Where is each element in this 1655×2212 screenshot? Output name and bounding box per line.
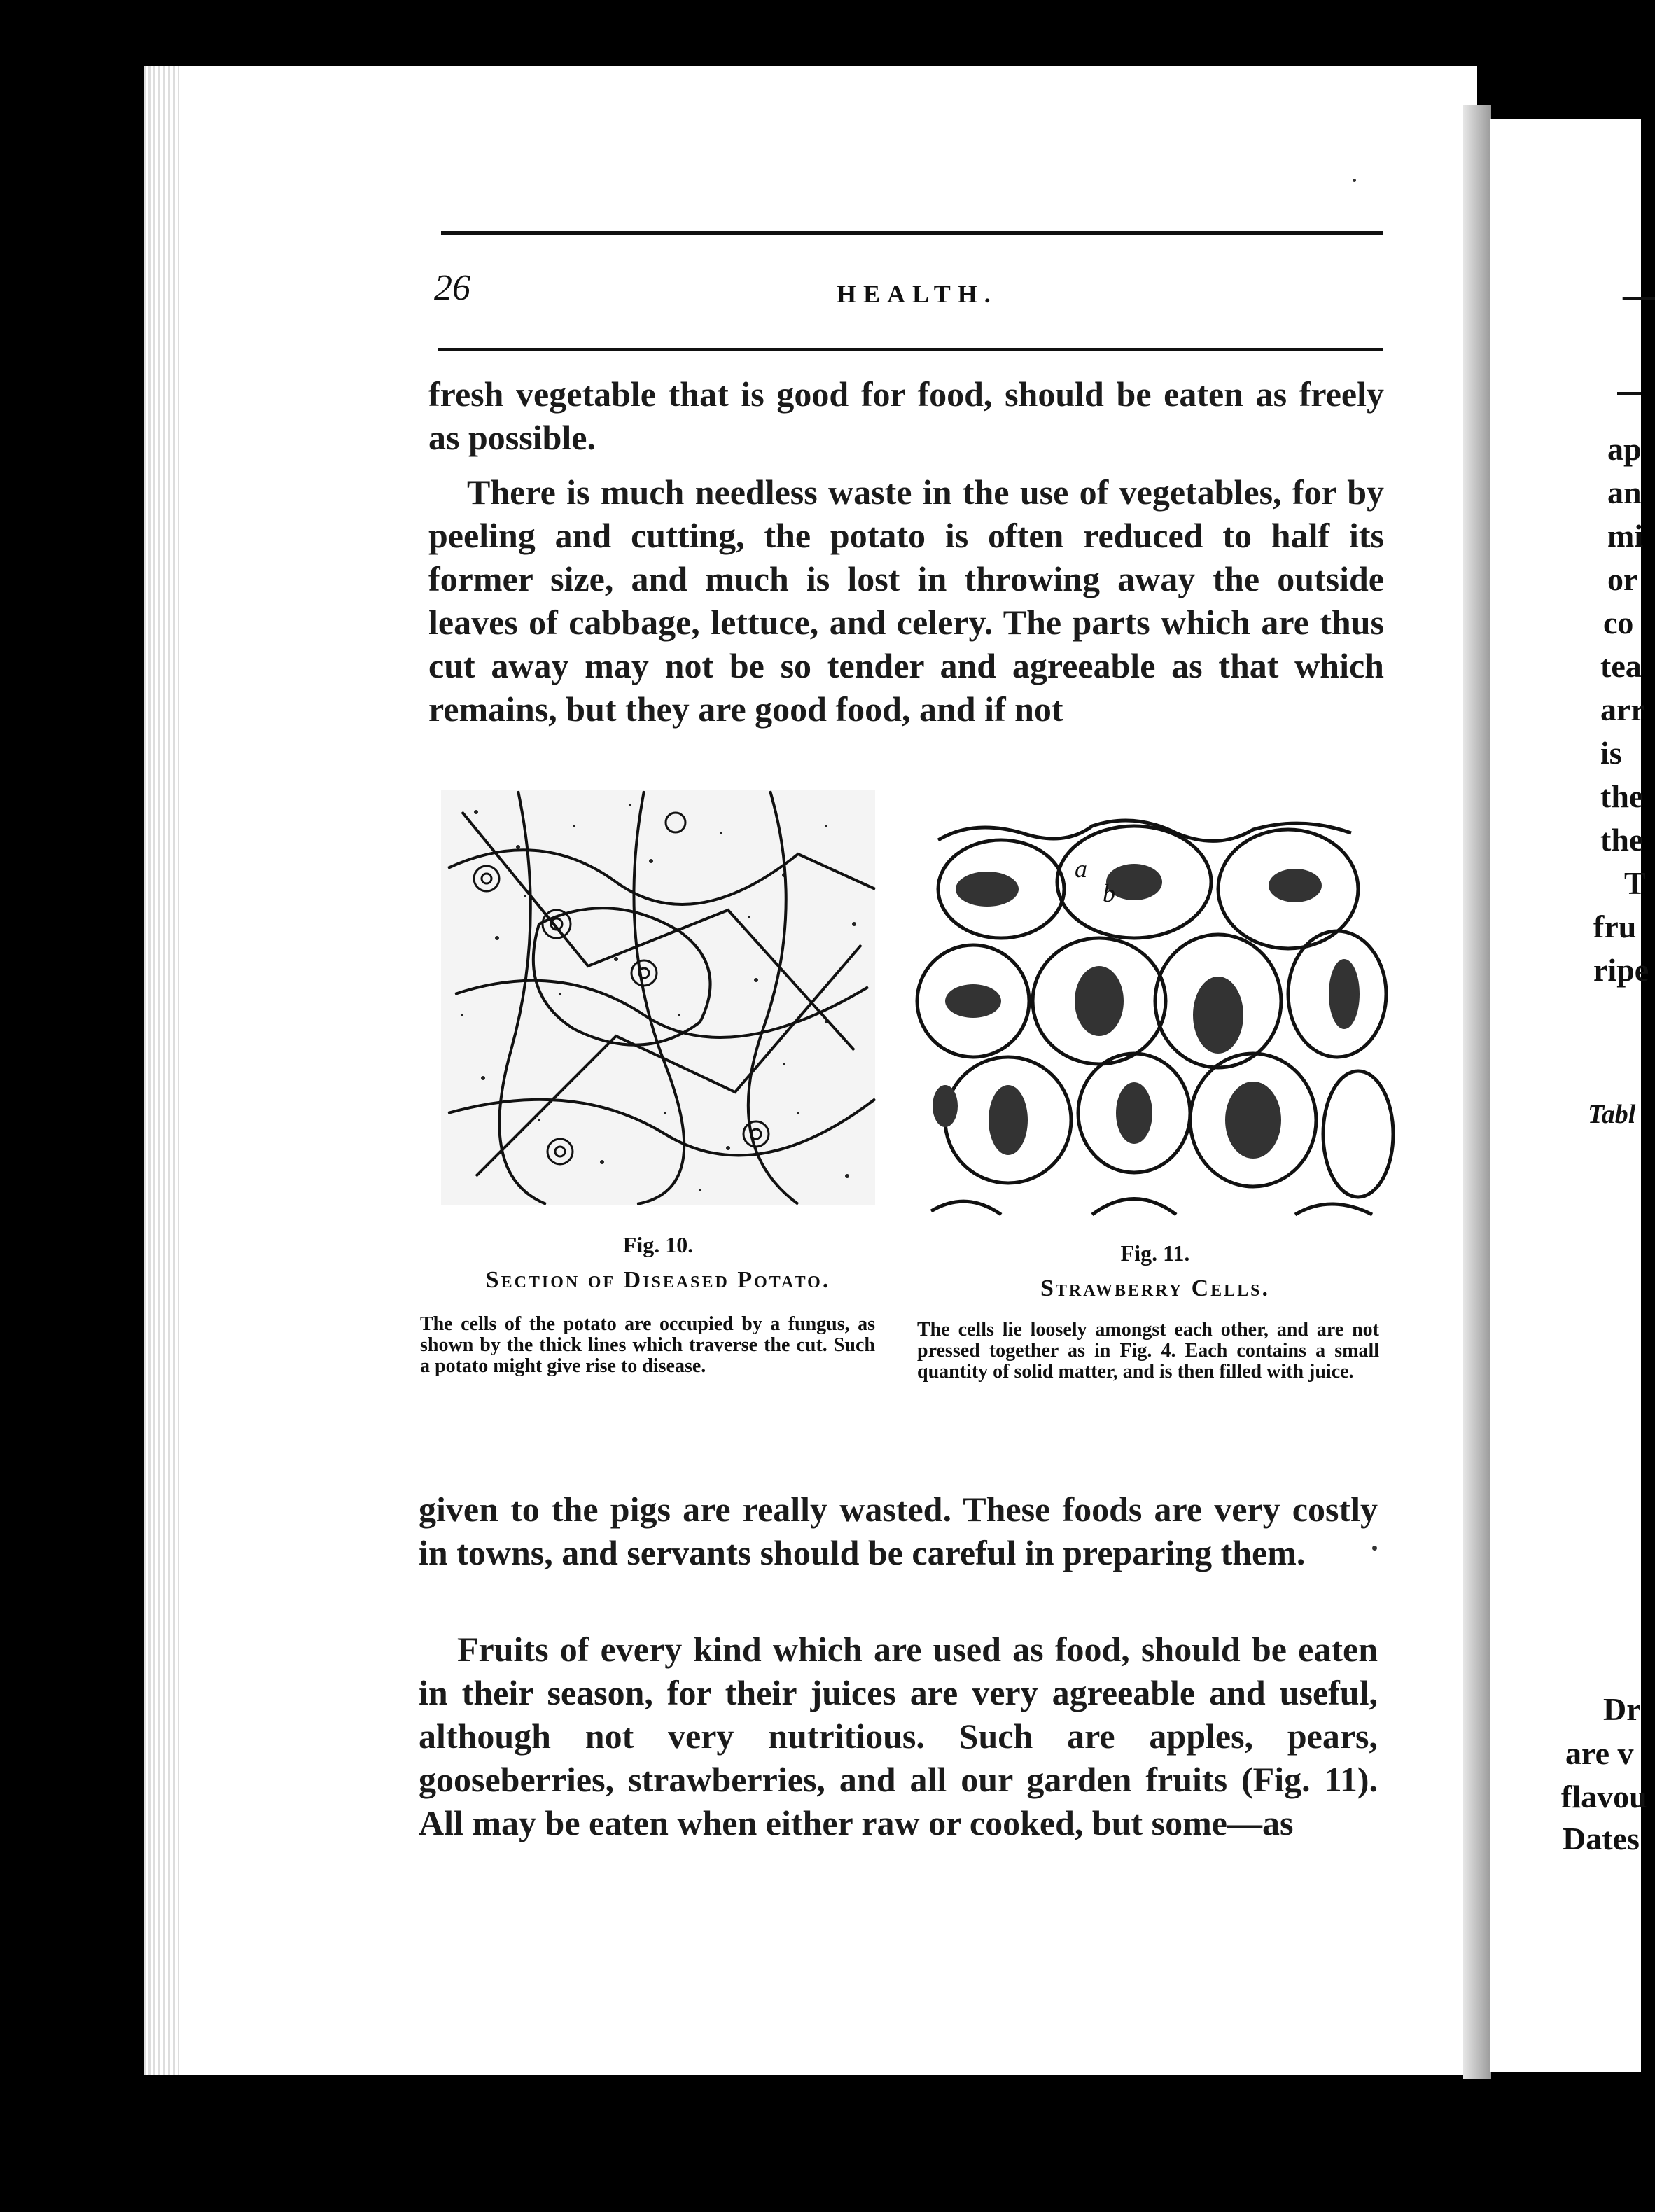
annotation-a: a: [1075, 855, 1087, 883]
facing-fragment: an: [1607, 475, 1642, 510]
facing-fragment: is: [1600, 735, 1622, 771]
facing-fragment: co: [1603, 605, 1634, 640]
facing-fragment: flavou: [1561, 1779, 1647, 1814]
figure-10-label: Fig. 10.: [622, 1232, 694, 1257]
figure-10-caption: The cells of the potato are occupied by a fungus, as shown by the thick lines which traverse the cut. Such a potato might give rise to disease.: [420, 1313, 875, 1377]
page-number: 26: [434, 268, 470, 308]
figure-10-title: Section of Diseased Potato.: [485, 1267, 831, 1293]
speck: [1372, 1546, 1377, 1550]
facing-fragment: ap: [1607, 431, 1642, 467]
facing-fragment: ripe: [1593, 952, 1649, 988]
annotation-b: b: [1103, 879, 1115, 907]
facing-fragment: are v: [1565, 1735, 1634, 1771]
paragraph-1-text: fresh vegetable that is good for food, should be eaten as freely as possible.: [428, 374, 1384, 457]
facing-fragment: tea: [1600, 648, 1642, 684]
facing-fragment: arr: [1600, 692, 1645, 727]
page-gutter-shadow: [1463, 105, 1491, 2079]
facing-rule: [1617, 392, 1641, 395]
paragraph-3: [419, 1488, 1378, 1574]
paragraph-4: [419, 1628, 1378, 1844]
paragraph-2-text: There is much needless waste in the use of vegetables, for by peeling and cutting, the potato is often reduced to half its former size, and much is lost in throwing away the outside leaves of cabbage, lettuce, and celery. The parts which are thus cut away may not be so tender and agreeable as that which remains, but they are good food, and if not: [428, 472, 1384, 729]
strawberry-cells-illustration: [924, 812, 1386, 1218]
speck: [1353, 178, 1356, 182]
facing-dash: —: [1623, 277, 1655, 313]
facing-fragment: the: [1600, 778, 1644, 814]
figure-11: [917, 812, 1393, 1442]
facing-fragment: fru: [1593, 909, 1637, 944]
figure-11-label: Fig. 11.: [1120, 1240, 1190, 1266]
facing-fragment: Tabl: [1588, 1100, 1636, 1129]
figure-11-caption: The cells lie loosely amongst each other, and are not pressed together as in Fig. 4. Each contains a small quantity of solid matter, and is then filled with juice.: [917, 1319, 1379, 1382]
paragraph-1: [428, 372, 1384, 459]
paragraph-2: [428, 470, 1384, 731]
facing-fragment: or: [1607, 561, 1638, 597]
running-title: HEALTH.: [837, 280, 998, 308]
header-top-rule: [441, 231, 1383, 234]
figure-11-title: Strawberry Cells.: [1040, 1275, 1270, 1301]
diseased-potato-illustration: [434, 784, 882, 1211]
paragraph-3-text: given to the pigs are really wasted. These foods are very costly in towns, and servants should be careful in preparing them.: [419, 1490, 1378, 1572]
header-bottom-rule: [438, 348, 1383, 351]
facing-fragment: Dates: [1563, 1821, 1640, 1856]
facing-fragment: T: [1624, 865, 1646, 901]
figure-10: [420, 784, 882, 1428]
paragraph-4-text: Fruits of every kind which are used as food, should be eaten in their season, for their juices are very agreeable and useful, although not very nutritious. Such are apples, pears, gooseberries, strawberries, and all our garden fruits (Fig. 11). All may be eaten when either raw or cooked, but some—as: [419, 1630, 1378, 1842]
facing-fragment: mi: [1607, 518, 1644, 554]
facing-fragment: Dr: [1603, 1691, 1641, 1727]
facing-fragment: the: [1600, 822, 1644, 858]
